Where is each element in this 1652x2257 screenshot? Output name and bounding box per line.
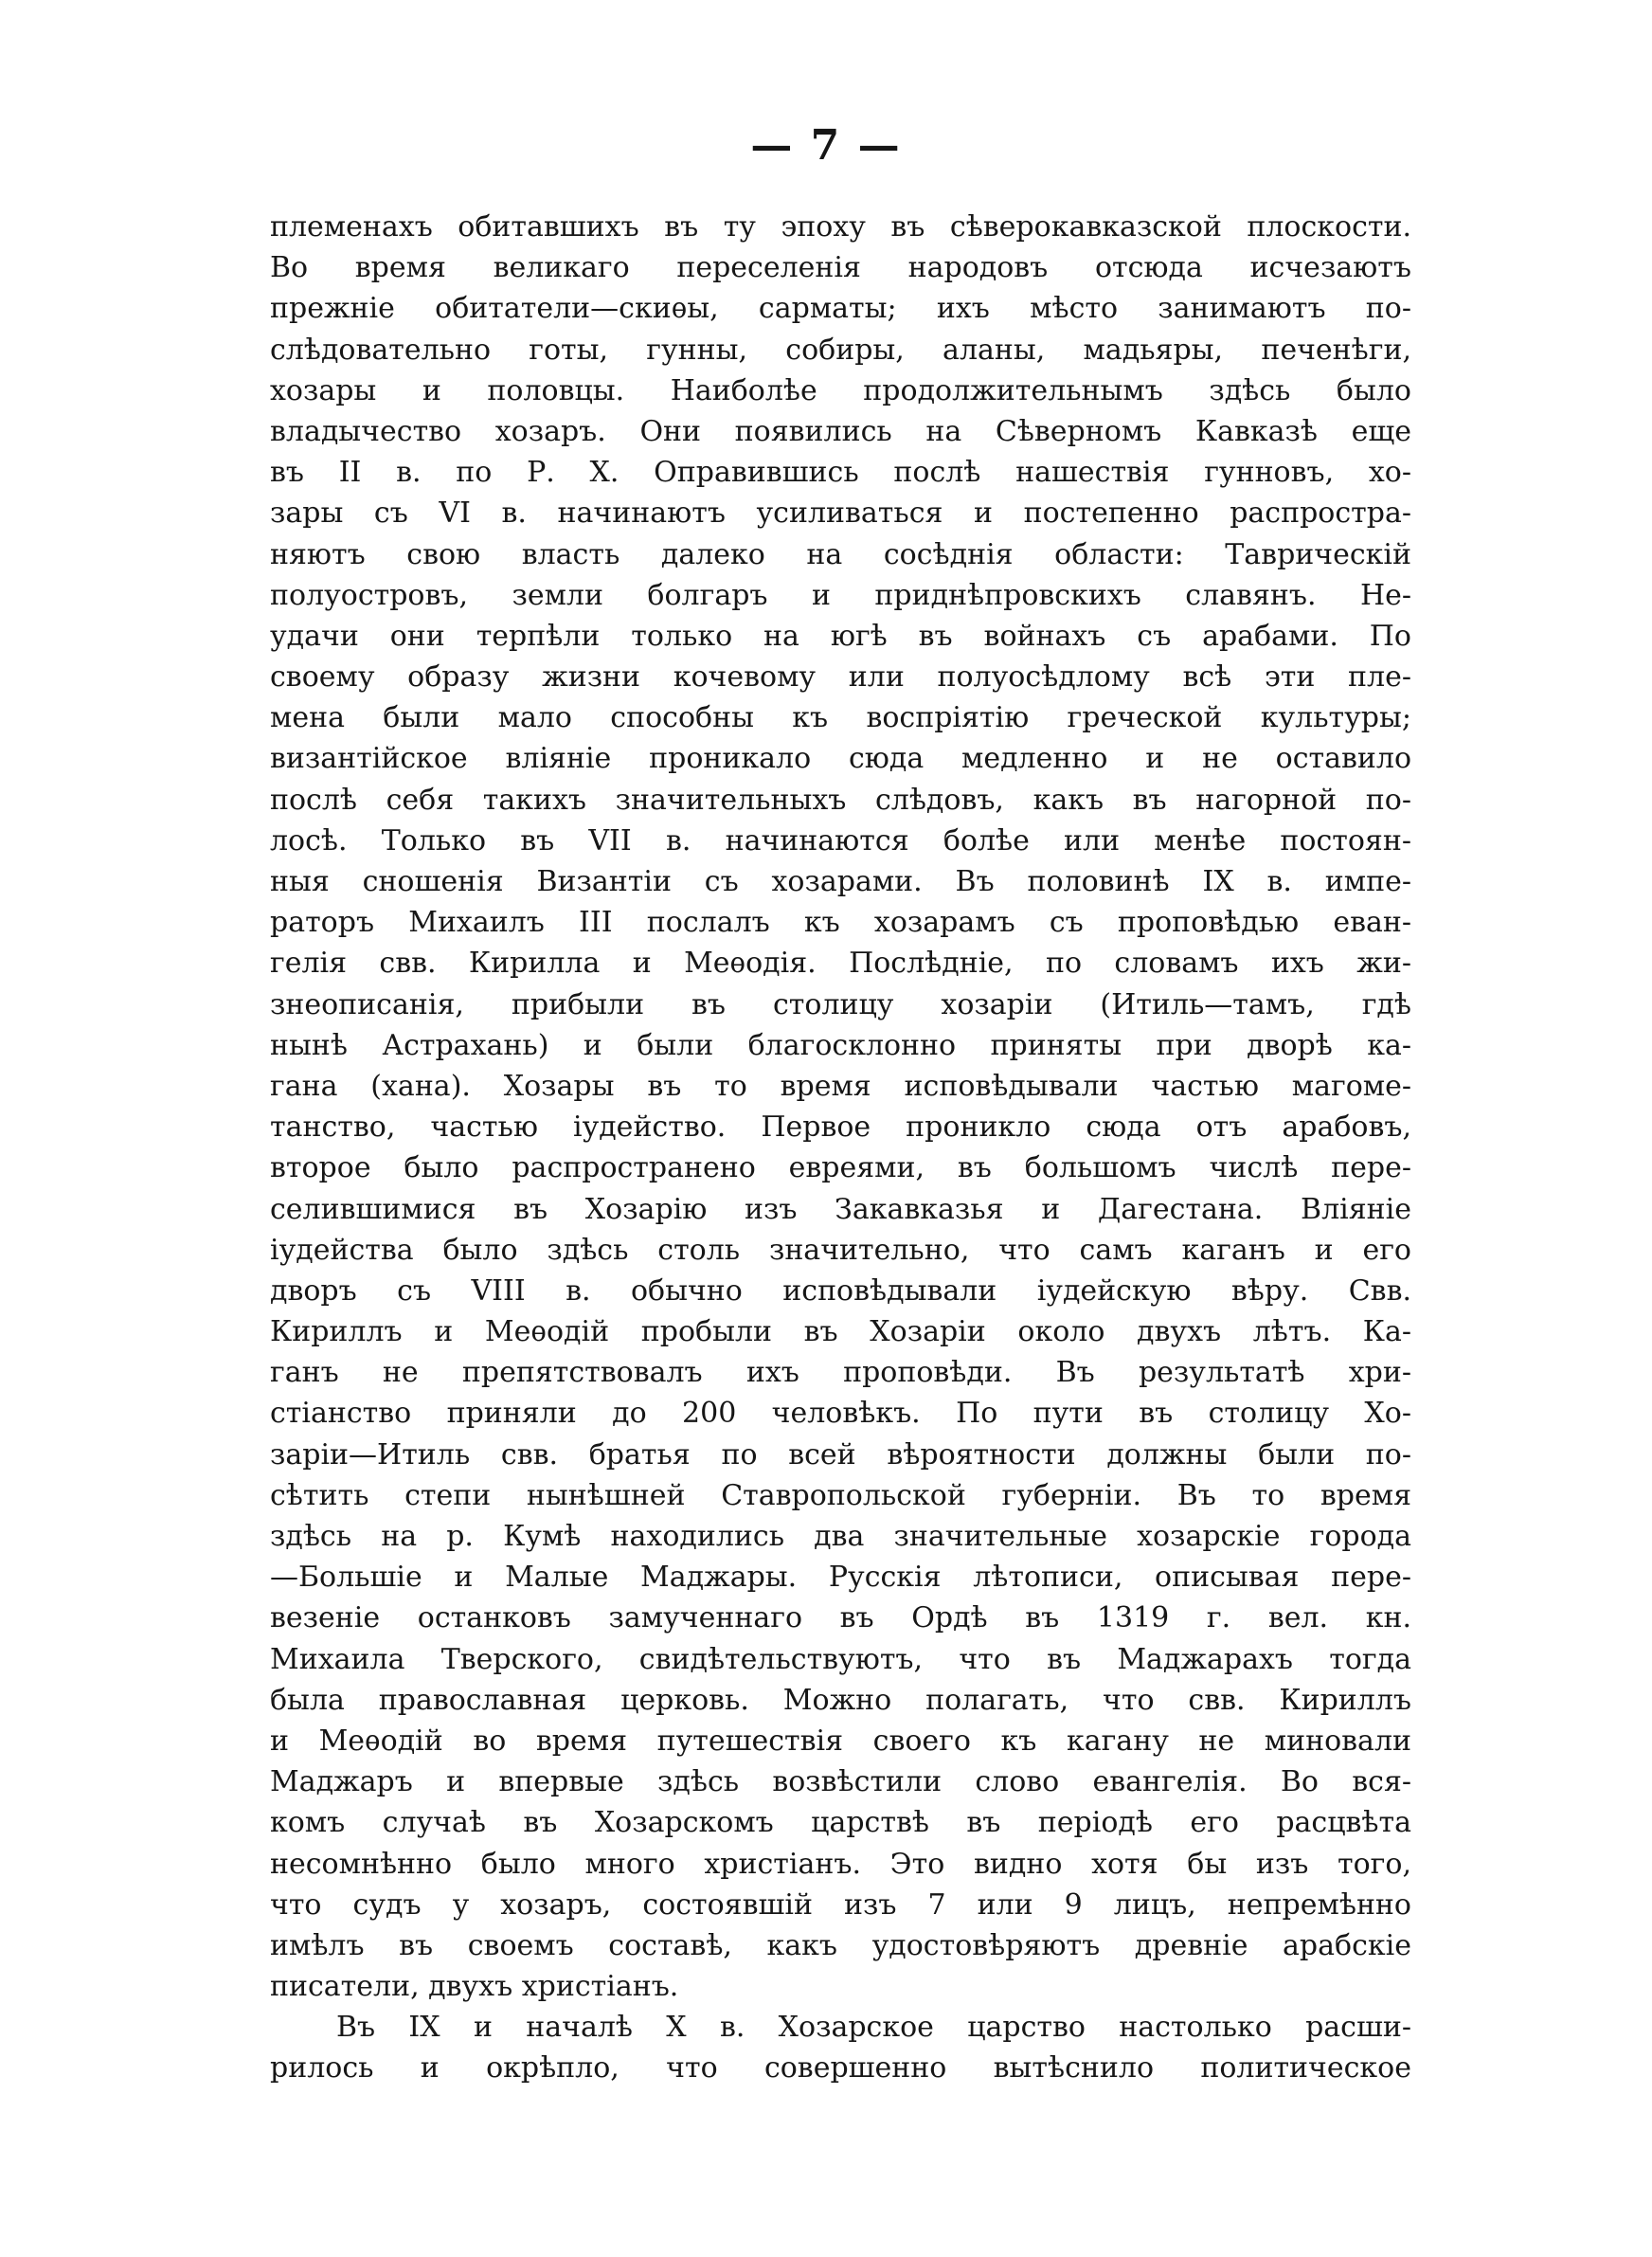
text-line: владычество хозаръ. Они появились на Сѣверномъ Кавказѣ еще xyxy=(270,414,1411,448)
text-line: здѣсь на р. Кумѣ находились два значительные хозарскіе города xyxy=(270,1520,1411,1553)
paragraph-2 xyxy=(270,2007,1411,2088)
text-line: няютъ свою власть далеко на сосѣднія области: Таврическій xyxy=(270,537,1411,571)
text-line: удачи они терпѣли только на югѣ въ войнахъ съ арабами. По xyxy=(270,619,1411,653)
text-line: Маджаръ и впервые здѣсь возвѣстили слово евангелія. Во вся- xyxy=(270,1765,1411,1799)
text-line: послѣ себя такихъ значительныхъ слѣдовъ, какъ въ нагорной по- xyxy=(270,783,1411,817)
text-line: стіанство приняли до 200 человѣкъ. По пути въ столицу Хо- xyxy=(270,1397,1411,1431)
text-line: танство, частью іудейство. Первое проникло сюда отъ арабовъ, xyxy=(270,1110,1411,1145)
text-line: въ II в. по Р. Х. Оправившись послѣ нашествія гунновъ, хо- xyxy=(270,456,1411,490)
text-line: слѣдовательно готы, гунны, собиры, аланы, мадьяры, печенѣги, xyxy=(270,333,1411,367)
text-line: полуостровъ, земли болгаръ и приднѣпровскихъ славянъ. Не- xyxy=(270,578,1411,612)
page-number: — 7 — xyxy=(750,121,902,170)
paragraph-1 xyxy=(270,207,1411,2007)
text-line: іудейства было здѣсь столь значительно, что самъ каганъ и его xyxy=(270,1233,1411,1267)
text-line: прежніе обитатели—скиѳы, сарматы; ихъ мѣсто занимаютъ по- xyxy=(270,292,1411,326)
text-line: —Большіе и Малые Маджары. Русскія лѣтописи, описывая пере- xyxy=(270,1561,1411,1595)
body-text xyxy=(270,207,1411,2089)
text-line: Въ IX и началѣ X в. Хозарское царство настолько расши- xyxy=(336,2011,1411,2045)
text-line: и Меѳодій во время путешествія своего къ кагану не миновали xyxy=(270,1724,1411,1758)
text-line: имѣлъ въ своемъ составѣ, какъ удостовѣряютъ древніе арабскіе xyxy=(270,1928,1411,1962)
text-line: племенахъ обитавшихъ въ ту эпоху въ сѣверокавказской плоскости. xyxy=(270,210,1411,244)
text-line: нынѣ Астрахань) и были благосклонно приняты при дворѣ ка- xyxy=(270,1028,1411,1062)
text-line: селившимися въ Хозарію изъ Закавказья и Дагестана. Вліяніе xyxy=(270,1192,1411,1226)
text-line: знеописанія, прибыли въ столицу хозаріи (Итиль—тамъ, гдѣ xyxy=(270,987,1411,1021)
text-line: раторъ Михаилъ III послалъ къ хозарамъ съ проповѣдью еван- xyxy=(270,906,1411,940)
text-line: Во время великаго переселенія народовъ отсюда исчезаютъ xyxy=(270,251,1411,285)
text-line: сѣтить степи нынѣшней Ставропольской губерніи. Въ то время xyxy=(270,1478,1411,1512)
text-line: второе было распространено евреями, въ большомъ числѣ пере- xyxy=(270,1151,1411,1185)
text-line: гана (хана). Хозары въ то время исповѣдывали частью магоме- xyxy=(270,1069,1411,1103)
text-line: зары съ VI в. начинаютъ усиливаться и постепенно распростра- xyxy=(270,497,1411,531)
text-line: ныя сношенія Византіи съ хозарами. Въ половинѣ IX в. импе- xyxy=(270,865,1411,898)
text-line: Михаила Тверского, свидѣтельствуютъ, что въ Маджарахъ тогда xyxy=(270,1642,1411,1676)
text-line: несомнѣнно было много христіанъ. Это видно хотя бы изъ того, xyxy=(270,1847,1411,1881)
text-line: Кириллъ и Меѳодій пробыли въ Хозаріи около двухъ лѣтъ. Ка- xyxy=(270,1315,1411,1349)
text-line: рилось и окрѣпло, что совершенно вытѣснило политическое xyxy=(270,2051,1411,2085)
text-line: писатели, двухъ христіанъ. xyxy=(270,1970,679,2004)
text-line: мена были мало способны къ воспріятію греческой культуры; xyxy=(270,701,1411,735)
text-line: лосѣ. Только въ VII в. начинаются болѣе или менѣе постоян- xyxy=(270,823,1411,858)
text-line: дворъ съ VIII в. обычно исповѣдывали іудейскую вѣру. Свв. xyxy=(270,1273,1411,1308)
text-line: что судъ у хозаръ, состоявшій изъ 7 или 9 лицъ, непремѣнно xyxy=(270,1887,1411,1922)
text-line: ганъ не препятствовалъ ихъ проповѣди. Въ результатѣ хри- xyxy=(270,1356,1411,1390)
text-line: гелія свв. Кирилла и Меѳодія. Послѣдніе, по словамъ ихъ жи- xyxy=(270,947,1411,981)
text-line: везеніе останковъ замученнаго въ Ордѣ въ 1319 г. вел. кн. xyxy=(270,1601,1411,1635)
text-line: хозары и половцы. Наиболѣе продолжительнымъ здѣсь было xyxy=(270,373,1411,407)
text-line: заріи—Итиль свв. братья по всей вѣроятности должны были по- xyxy=(270,1437,1411,1472)
text-line: своему образу жизни кочевому или полуосѣдлому всѣ эти пле- xyxy=(270,660,1411,695)
text-line: комъ случаѣ въ Хозарскомъ царствѣ въ періодѣ его расцвѣта xyxy=(270,1806,1411,1840)
text-line: византійское вліяніе проникало сюда медленно и не оставило xyxy=(270,742,1411,776)
text-line: была православная церковь. Можно полагать, что свв. Кириллъ xyxy=(270,1683,1411,1717)
